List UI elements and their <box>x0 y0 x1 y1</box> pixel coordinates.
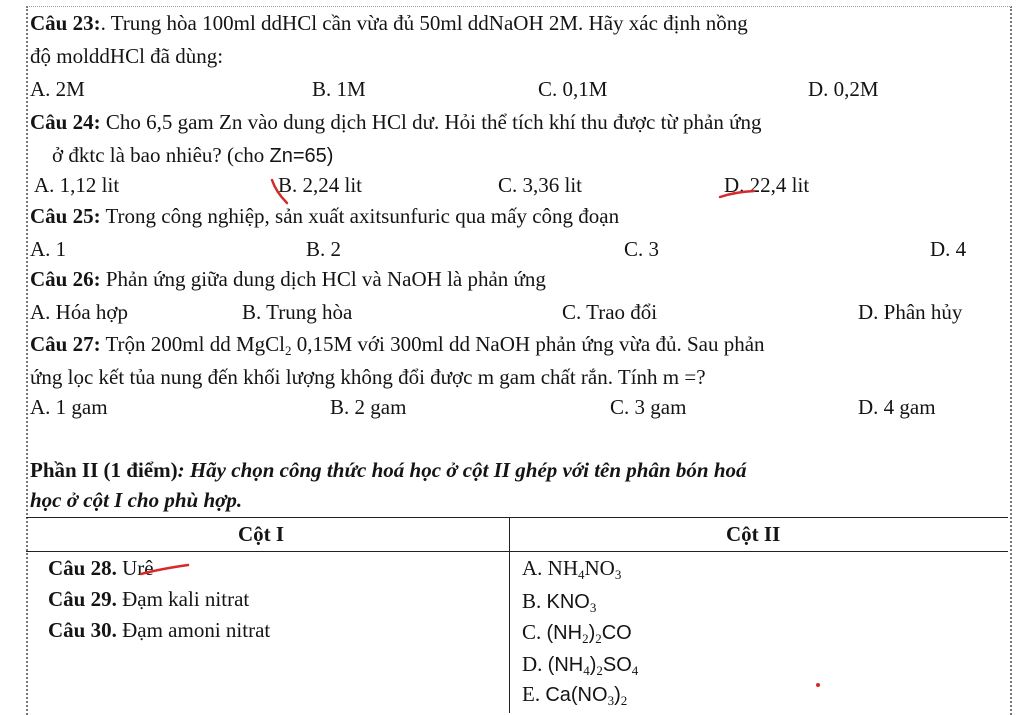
question-26-option-c: C. Trao đổi <box>562 300 658 324</box>
formula-c-sub: 2 <box>582 631 589 646</box>
question-27-subscript: 2 <box>284 343 292 358</box>
question-27-option-c: C. 3 gam <box>610 395 687 419</box>
formula-b-part: KNO <box>546 591 590 613</box>
question-27-label: Câu 27: <box>30 332 101 356</box>
formula-e-part: Ca(NO <box>545 684 608 706</box>
formula-d <box>522 651 638 678</box>
question-26-option-a: A. Hóa hợp <box>30 300 129 324</box>
formula-c-part: ) <box>588 622 596 644</box>
question-25-line <box>30 203 619 229</box>
question-23-text: . Trung hòa 100ml ddHCl cần vừa đủ 50ml ddNaOH 2M. Hãy xác định nồng <box>100 11 748 35</box>
table-row-28 <box>48 555 154 581</box>
question-27-text-line-2: ứng lọc kết tủa nung đến khối lượng không đổi được m gam chất rắn. Tính m =? <box>30 365 706 389</box>
question-23-option-a: A. 2M <box>30 77 85 101</box>
question-24-option-d: D. 22,4 lit <box>724 173 810 197</box>
question-23-line-1 <box>30 10 748 36</box>
formula-e-sub: 2 <box>620 693 628 708</box>
part-2-instruction: : Hãy chọn công thức hoá học ở cột II ghép với tên phân bón hoá <box>177 458 747 482</box>
formula-e-sub: 3 <box>607 693 615 708</box>
part-2-label: Phần II (1 điểm) <box>30 458 178 482</box>
formula-d-part: (NH <box>547 654 584 676</box>
question-24-option-a: A. 1,12 lit <box>34 173 120 197</box>
question-26-option-d: D. Phân hủy <box>858 300 963 324</box>
question-26-label: Câu 26: <box>30 267 101 291</box>
question-30-label: Câu 30. <box>48 618 117 642</box>
formula-c-sub: 2 <box>595 631 602 646</box>
question-29-label: Câu 29. <box>48 587 117 611</box>
formula-a-sub: 4 <box>578 567 585 582</box>
part-2-line-1 <box>30 457 747 483</box>
formula-b-letter: B. <box>522 589 542 613</box>
formula-a-letter: A. <box>522 556 543 580</box>
formula-d-sub: 4 <box>631 663 639 678</box>
question-28-text: Urê <box>116 556 154 580</box>
question-27-text-1b: 0,15M với 300ml dd NaOH phản ứng vừa đủ. Sau phản <box>291 332 765 356</box>
question-26-option-b: B. Trung hòa <box>242 300 353 324</box>
question-24-line-2 <box>52 142 333 169</box>
formula-e-letter: E. <box>522 682 541 706</box>
formula-d-letter: D. <box>522 652 543 676</box>
question-25-option-d: D. 4 <box>930 237 967 261</box>
formula-d-part: ) <box>589 654 597 676</box>
formula-d-sub: 4 <box>583 663 590 678</box>
formula-a <box>522 555 621 581</box>
question-24-text: Cho 6,5 gam Zn vào dung dịch HCl dư. Hỏi thể tích khí thu được từ phản ứng <box>100 110 762 134</box>
question-23-option-b: B. 1M <box>312 77 366 101</box>
question-29-text: Đạm kali nitrat <box>116 587 250 611</box>
formula-c-letter: C. <box>522 620 542 644</box>
question-24-option-b: B. 2,24 lit <box>278 173 363 197</box>
formula-b-sub: 3 <box>589 600 597 615</box>
question-27-text-1a: Trộn 200ml dd MgCl <box>100 332 285 356</box>
table-row-30 <box>48 617 270 643</box>
formula-d-sub: 2 <box>596 663 603 678</box>
formula-e-part: ) <box>614 684 621 706</box>
question-25-option-b: B. 2 <box>306 237 342 261</box>
question-24-text-2b: Zn=65) <box>269 145 334 167</box>
question-26-text: Phản ứng giữa dung dịch HCl và NaOH là phản ứng <box>100 267 546 291</box>
question-25-option-a: A. 1 <box>30 237 67 261</box>
formula-e <box>522 681 627 708</box>
formula-a-sub: 3 <box>614 567 622 582</box>
question-27-option-a: A. 1 gam <box>30 395 108 419</box>
question-25-label: Câu 25: <box>30 204 101 228</box>
formula-c <box>522 619 632 646</box>
question-23-text-line-2: độ molddHCl đã dùng: <box>30 44 224 68</box>
question-23-option-d: D. 0,2M <box>808 77 879 101</box>
question-27-option-b: B. 2 gam <box>330 395 407 419</box>
table-border-top <box>26 517 1008 518</box>
question-28-label: Câu 28. <box>48 556 117 580</box>
table-row-29 <box>48 586 249 612</box>
table-column-divider <box>509 517 510 713</box>
formula-a-part: NO <box>584 556 615 580</box>
part-2-instruction-line-2: học ở cột I cho phù hợp. <box>30 488 243 512</box>
question-24-label: Câu 24: <box>30 110 101 134</box>
column-1-header: Cột I <box>238 522 285 546</box>
formula-c-part: (NH <box>546 622 583 644</box>
column-2-header: Cột II <box>726 522 781 546</box>
question-30-text: Đạm amoni nitrat <box>116 618 271 642</box>
formula-b <box>522 588 596 615</box>
table-header-divider <box>26 551 1008 552</box>
question-24-text-2a: ở đktc là bao nhiêu? (cho <box>52 143 270 167</box>
question-24-option-c: C. 3,36 lit <box>498 173 583 197</box>
matching-table <box>26 517 1008 713</box>
formula-c-part: CO <box>601 622 632 644</box>
question-25-option-c: C. 3 <box>624 237 660 261</box>
question-23-option-c: C. 0,1M <box>538 77 608 101</box>
question-24-line-1 <box>30 109 762 135</box>
question-23-label: Câu 23: <box>30 11 101 35</box>
question-26-line <box>30 266 546 292</box>
formula-a-part: NH <box>547 556 579 580</box>
question-27-line-1 <box>30 331 765 357</box>
question-27-option-d: D. 4 gam <box>858 395 936 419</box>
question-25-text: Trong công nghiệp, sản xuất axitsunfuric qua mấy công đoạn <box>100 204 620 228</box>
formula-d-part: SO <box>602 654 632 676</box>
